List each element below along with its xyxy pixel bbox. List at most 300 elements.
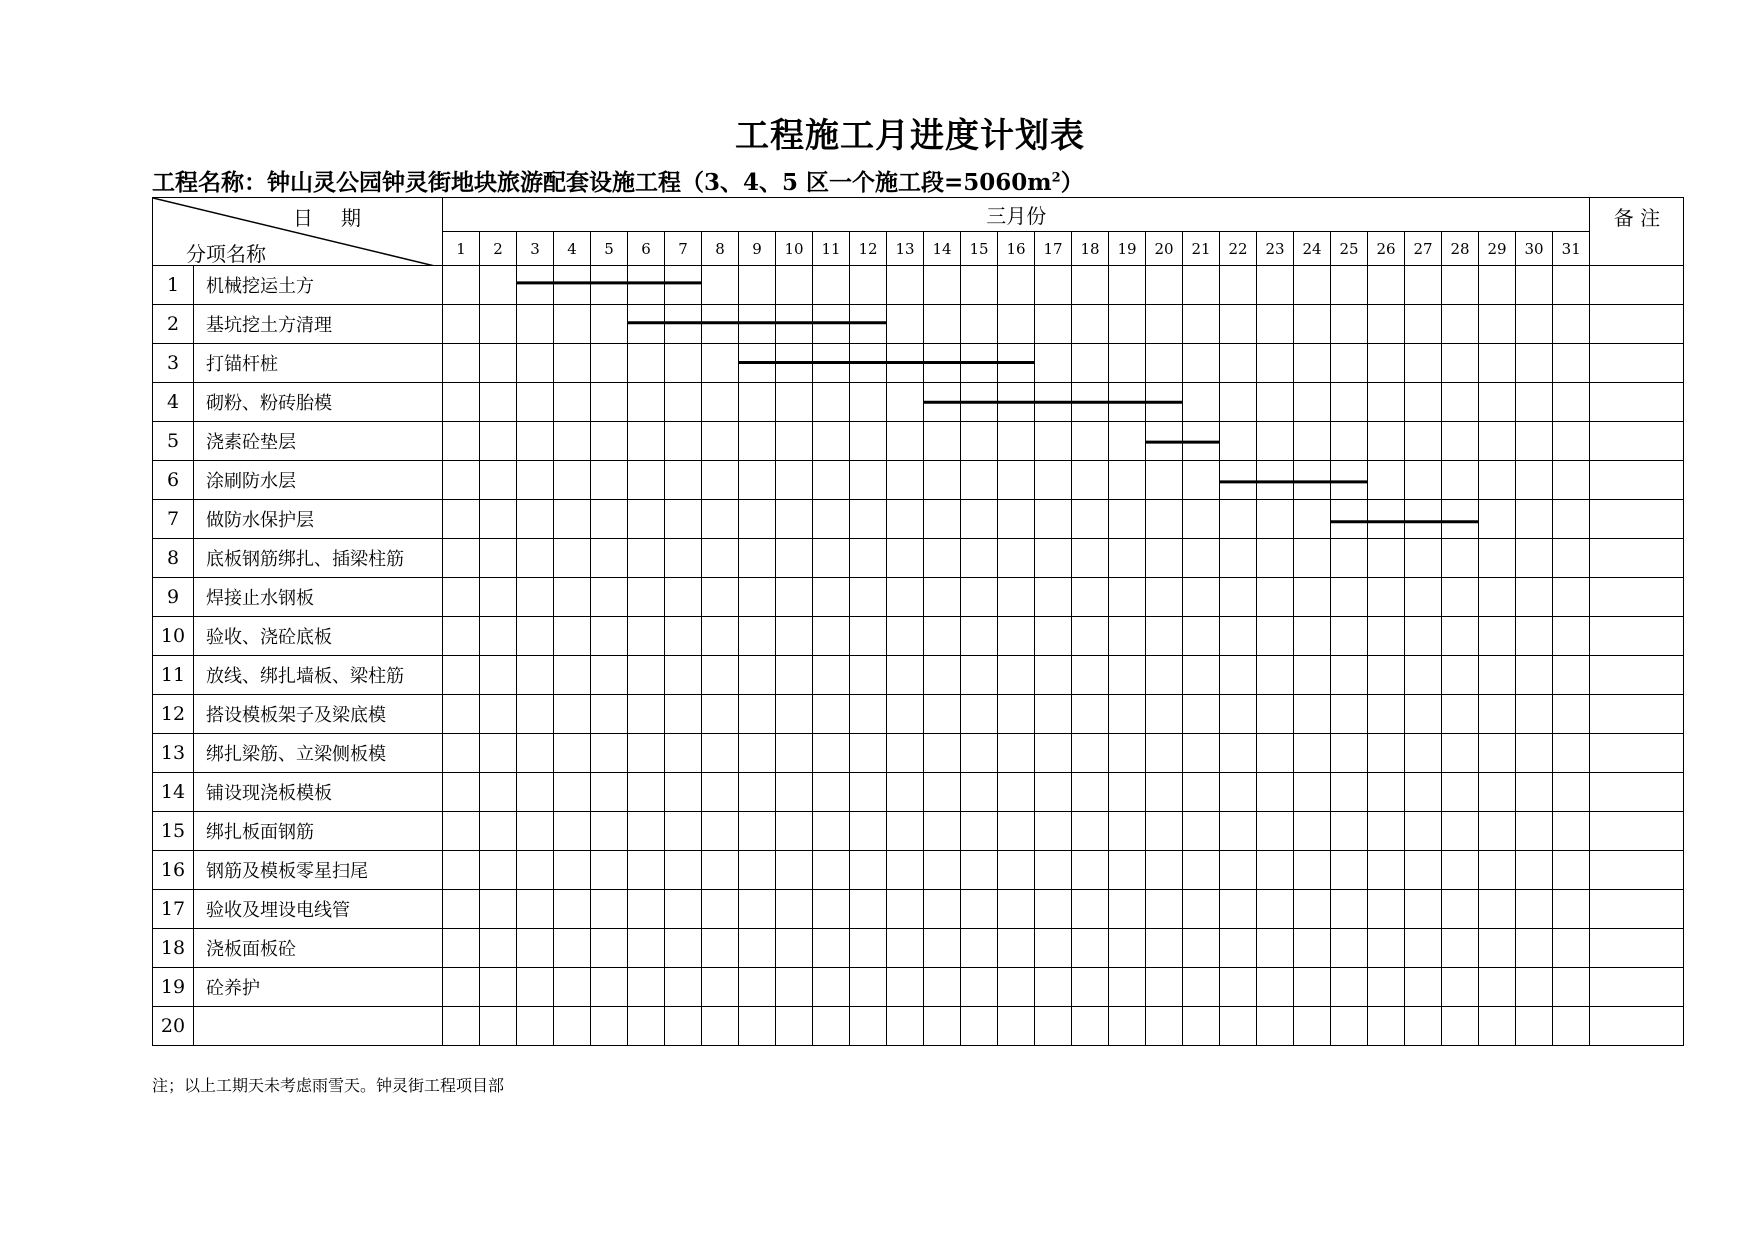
footnote: 注；以上工期天未考虑雨雪天。钟灵街工程项目部 (152, 1076, 505, 1095)
day-cell (1331, 422, 1368, 461)
day-cell (1294, 500, 1331, 539)
day-cell (1072, 305, 1109, 344)
day-cell (1405, 929, 1442, 968)
day-cell (1368, 266, 1405, 305)
task-name: 放线、绑扎墙板、梁柱筋 (194, 656, 443, 695)
day-cell (443, 617, 480, 656)
day-cell (1368, 422, 1405, 461)
day-cell (1146, 773, 1183, 812)
day-cell (776, 500, 813, 539)
day-cell (1257, 266, 1294, 305)
day-cell (443, 461, 480, 500)
day-cell (1146, 734, 1183, 773)
day-cell (924, 266, 961, 305)
row-number: 6 (153, 461, 194, 500)
day-cell (924, 344, 961, 383)
day-cell (924, 578, 961, 617)
day-cell (1072, 851, 1109, 890)
day-cell (1331, 617, 1368, 656)
day-cell (1183, 812, 1220, 851)
day-cell (517, 851, 554, 890)
row-number: 16 (153, 851, 194, 890)
day-cell (1183, 695, 1220, 734)
remarks-cell (1590, 1007, 1684, 1046)
day-cell (1035, 344, 1072, 383)
day-cell (554, 578, 591, 617)
day-cell (850, 578, 887, 617)
day-cell (1035, 422, 1072, 461)
day-cell (517, 968, 554, 1007)
day-cell (887, 344, 924, 383)
day-cell (1220, 968, 1257, 1007)
day-cell (628, 344, 665, 383)
day-cell (924, 929, 961, 968)
day-cell (1516, 1007, 1553, 1046)
day-cell (1146, 422, 1183, 461)
day-header-22: 22 (1220, 232, 1257, 266)
day-cell (480, 929, 517, 968)
day-cell (1479, 929, 1516, 968)
day-cell (665, 773, 702, 812)
day-cell (1035, 812, 1072, 851)
day-cell (1368, 344, 1405, 383)
day-cell (1368, 929, 1405, 968)
day-cell (998, 656, 1035, 695)
day-cell (813, 734, 850, 773)
day-cell (998, 890, 1035, 929)
table-row (153, 656, 1684, 695)
day-cell (850, 500, 887, 539)
day-cell (739, 929, 776, 968)
day-cell (850, 461, 887, 500)
day-cell (480, 266, 517, 305)
day-cell (961, 851, 998, 890)
day-cell (1183, 422, 1220, 461)
day-cell (554, 500, 591, 539)
day-cell (739, 344, 776, 383)
day-cell (1146, 929, 1183, 968)
day-cell (517, 656, 554, 695)
day-cell (1553, 773, 1590, 812)
day-cell (1368, 695, 1405, 734)
day-header-11: 11 (813, 232, 850, 266)
day-cell (998, 695, 1035, 734)
day-cell (850, 695, 887, 734)
day-cell (1331, 890, 1368, 929)
day-header-3: 3 (517, 232, 554, 266)
day-cell (998, 305, 1035, 344)
day-cell (1183, 1007, 1220, 1046)
day-cell (961, 968, 998, 1007)
day-cell (517, 344, 554, 383)
date-label: 日期 (293, 206, 389, 230)
day-cell (1257, 929, 1294, 968)
day-cell (998, 383, 1035, 422)
remarks-cell (1590, 656, 1684, 695)
day-cell (1183, 617, 1220, 656)
day-cell (887, 890, 924, 929)
project-name (152, 164, 1084, 197)
day-cell (961, 617, 998, 656)
day-cell (702, 929, 739, 968)
day-cell (1405, 578, 1442, 617)
day-cell (776, 968, 813, 1007)
day-cell (887, 812, 924, 851)
page-title: 工程施工月进度计划表 (735, 116, 1085, 156)
table-row (153, 851, 1684, 890)
day-cell (813, 383, 850, 422)
day-cell (554, 1007, 591, 1046)
day-cell (1146, 539, 1183, 578)
day-cell (1035, 617, 1072, 656)
day-cell (924, 968, 961, 1007)
day-cell (739, 773, 776, 812)
day-cell (443, 929, 480, 968)
day-cell (776, 851, 813, 890)
day-cell (628, 383, 665, 422)
remarks-cell (1590, 461, 1684, 500)
day-cell (591, 851, 628, 890)
day-cell (1183, 890, 1220, 929)
day-cell (480, 851, 517, 890)
day-cell (591, 734, 628, 773)
day-cell (628, 305, 665, 344)
day-cell (961, 578, 998, 617)
day-cell (1294, 734, 1331, 773)
day-cell (813, 461, 850, 500)
day-cell (554, 422, 591, 461)
day-cell (1368, 500, 1405, 539)
row-number: 10 (153, 617, 194, 656)
day-cell (961, 422, 998, 461)
day-cell (1294, 968, 1331, 1007)
day-cell (702, 617, 739, 656)
day-cell (554, 383, 591, 422)
day-cell (1516, 383, 1553, 422)
day-cell (1109, 851, 1146, 890)
day-cell (443, 1007, 480, 1046)
day-cell (1183, 266, 1220, 305)
day-cell (1220, 500, 1257, 539)
day-cell (1479, 344, 1516, 383)
day-cell (1072, 734, 1109, 773)
day-cell (924, 617, 961, 656)
day-cell (480, 344, 517, 383)
project-close: ） (1060, 169, 1084, 196)
day-cell (961, 539, 998, 578)
day-cell (1035, 539, 1072, 578)
day-cell (1405, 968, 1442, 1007)
day-cell (1257, 461, 1294, 500)
day-cell (1442, 1007, 1479, 1046)
day-cell (1405, 695, 1442, 734)
day-cell (1553, 266, 1590, 305)
day-cell (1109, 305, 1146, 344)
day-cell (998, 461, 1035, 500)
day-header-31: 31 (1553, 232, 1590, 266)
day-cell (443, 578, 480, 617)
day-header-20: 20 (1146, 232, 1183, 266)
day-cell (887, 266, 924, 305)
day-cell (924, 383, 961, 422)
day-cell (665, 266, 702, 305)
day-cell (1553, 539, 1590, 578)
day-cell (1257, 383, 1294, 422)
day-cell (480, 461, 517, 500)
day-cell (1331, 851, 1368, 890)
day-header-8: 8 (702, 232, 739, 266)
day-cell (1035, 890, 1072, 929)
day-header-18: 18 (1072, 232, 1109, 266)
table-row (153, 929, 1684, 968)
day-cell (1257, 812, 1294, 851)
day-cell (813, 812, 850, 851)
day-cell (480, 539, 517, 578)
day-cell (1516, 773, 1553, 812)
day-cell (739, 266, 776, 305)
day-cell (1479, 734, 1516, 773)
day-cell (887, 539, 924, 578)
day-cell (665, 656, 702, 695)
day-cell (591, 773, 628, 812)
day-cell (1405, 344, 1442, 383)
day-cell (1516, 539, 1553, 578)
day-cell (1479, 656, 1516, 695)
day-cell (1035, 695, 1072, 734)
remarks-cell (1590, 617, 1684, 656)
day-cell (813, 539, 850, 578)
day-cell (554, 344, 591, 383)
table-row (153, 383, 1684, 422)
day-cell (776, 656, 813, 695)
day-cell (850, 968, 887, 1007)
day-cell (480, 812, 517, 851)
day-cell (1516, 422, 1553, 461)
day-cell (1146, 383, 1183, 422)
day-cell (850, 890, 887, 929)
table-row (153, 773, 1684, 812)
day-cell (776, 734, 813, 773)
day-cell (1553, 812, 1590, 851)
day-cell (1146, 968, 1183, 1007)
day-cell (480, 617, 517, 656)
day-cell (1442, 344, 1479, 383)
day-cell (1442, 968, 1479, 1007)
day-cell (1146, 305, 1183, 344)
day-cell (1442, 812, 1479, 851)
task-name: 焊接止水钢板 (194, 578, 443, 617)
day-cell (1220, 266, 1257, 305)
day-cell (776, 578, 813, 617)
day-cell (702, 890, 739, 929)
day-header-10: 10 (776, 232, 813, 266)
task-name (194, 1007, 443, 1046)
day-cell (1035, 656, 1072, 695)
day-cell (1257, 539, 1294, 578)
day-cell (961, 734, 998, 773)
day-cell (1109, 500, 1146, 539)
day-cell (554, 812, 591, 851)
day-cell (1072, 617, 1109, 656)
day-cell (1331, 383, 1368, 422)
schedule-table (152, 197, 1679, 1065)
day-cell (1072, 656, 1109, 695)
day-cell (850, 656, 887, 695)
day-cell (1257, 1007, 1294, 1046)
task-name: 浇素砼垫层 (194, 422, 443, 461)
day-cell (1405, 305, 1442, 344)
day-cell (1035, 578, 1072, 617)
day-header-30: 30 (1516, 232, 1553, 266)
day-cell (591, 1007, 628, 1046)
remarks-cell (1590, 929, 1684, 968)
task-name: 验收、浇砼底板 (194, 617, 443, 656)
day-cell (1109, 578, 1146, 617)
task-name: 搭设模板架子及梁底模 (194, 695, 443, 734)
day-cell (1442, 890, 1479, 929)
day-cell (517, 305, 554, 344)
day-cell (443, 383, 480, 422)
project-unit-sup: 2 (1051, 170, 1061, 186)
day-cell (850, 422, 887, 461)
day-cell (480, 422, 517, 461)
day-cell (702, 266, 739, 305)
day-header-17: 17 (1035, 232, 1072, 266)
day-cell (628, 1007, 665, 1046)
table-row (153, 812, 1684, 851)
day-cell (1109, 929, 1146, 968)
table-row (153, 461, 1684, 500)
day-header-2: 2 (480, 232, 517, 266)
day-cell (628, 968, 665, 1007)
day-cell (554, 266, 591, 305)
day-cell (480, 968, 517, 1007)
day-cell (961, 1007, 998, 1046)
day-cell (1442, 773, 1479, 812)
remarks-cell (1590, 578, 1684, 617)
day-cell (1220, 851, 1257, 890)
table-row (153, 695, 1684, 734)
day-cell (813, 929, 850, 968)
day-cell (1072, 1007, 1109, 1046)
day-cell (813, 344, 850, 383)
day-cell (702, 812, 739, 851)
day-cell (998, 578, 1035, 617)
day-cell (1220, 773, 1257, 812)
day-cell (1442, 500, 1479, 539)
day-cell (591, 344, 628, 383)
day-cell (813, 890, 850, 929)
day-cell (1146, 695, 1183, 734)
day-cell (887, 1007, 924, 1046)
item-label: 分项名称 (186, 242, 266, 266)
day-cell (739, 617, 776, 656)
remarks-header: 备 注 (1590, 198, 1684, 266)
day-cell (1072, 461, 1109, 500)
day-cell (1109, 812, 1146, 851)
day-cell (1442, 695, 1479, 734)
day-cell (924, 461, 961, 500)
day-cell (1442, 851, 1479, 890)
day-cell (961, 266, 998, 305)
day-cell (591, 929, 628, 968)
day-cell (1368, 734, 1405, 773)
day-cell (1072, 500, 1109, 539)
day-cell (665, 695, 702, 734)
day-cell (998, 344, 1035, 383)
day-cell (1553, 383, 1590, 422)
task-name: 绑扎板面钢筋 (194, 812, 443, 851)
day-header-14: 14 (924, 232, 961, 266)
day-cell (1035, 929, 1072, 968)
day-cell (1553, 851, 1590, 890)
day-cell (1257, 617, 1294, 656)
day-cell (628, 812, 665, 851)
day-cell (1553, 929, 1590, 968)
day-cell (1405, 1007, 1442, 1046)
day-cell (1442, 539, 1479, 578)
row-number: 14 (153, 773, 194, 812)
day-cell (887, 734, 924, 773)
table-row (153, 578, 1684, 617)
day-cell (1072, 890, 1109, 929)
day-cell (1553, 1007, 1590, 1046)
day-cell (1183, 578, 1220, 617)
day-cell (1405, 773, 1442, 812)
day-cell (591, 305, 628, 344)
project-label: 工程名称： (152, 169, 267, 196)
day-cell (628, 617, 665, 656)
day-cell (1553, 500, 1590, 539)
day-cell (628, 539, 665, 578)
day-cell (1183, 656, 1220, 695)
day-cell (998, 1007, 1035, 1046)
day-cell (776, 266, 813, 305)
remarks-cell (1590, 344, 1684, 383)
day-cell (480, 773, 517, 812)
day-header-12: 12 (850, 232, 887, 266)
day-cell (517, 500, 554, 539)
day-cell (702, 500, 739, 539)
task-name: 打锚杆桩 (194, 344, 443, 383)
day-cell (850, 539, 887, 578)
day-cell (998, 539, 1035, 578)
day-cell (776, 929, 813, 968)
day-cell (739, 305, 776, 344)
day-cell (443, 305, 480, 344)
day-cell (1479, 383, 1516, 422)
day-cell (739, 461, 776, 500)
day-cell (1109, 773, 1146, 812)
day-cell (813, 500, 850, 539)
day-cell (924, 890, 961, 929)
day-cell (443, 695, 480, 734)
day-cell (517, 617, 554, 656)
day-cell (1331, 539, 1368, 578)
day-cell (998, 812, 1035, 851)
day-cell (924, 851, 961, 890)
day-cell (1479, 851, 1516, 890)
day-cell (1368, 773, 1405, 812)
day-cell (739, 851, 776, 890)
day-cell (1035, 734, 1072, 773)
day-cell (1479, 461, 1516, 500)
day-cell (1479, 305, 1516, 344)
day-header-4: 4 (554, 232, 591, 266)
day-cell (702, 695, 739, 734)
day-cell (1294, 851, 1331, 890)
day-cell (591, 422, 628, 461)
